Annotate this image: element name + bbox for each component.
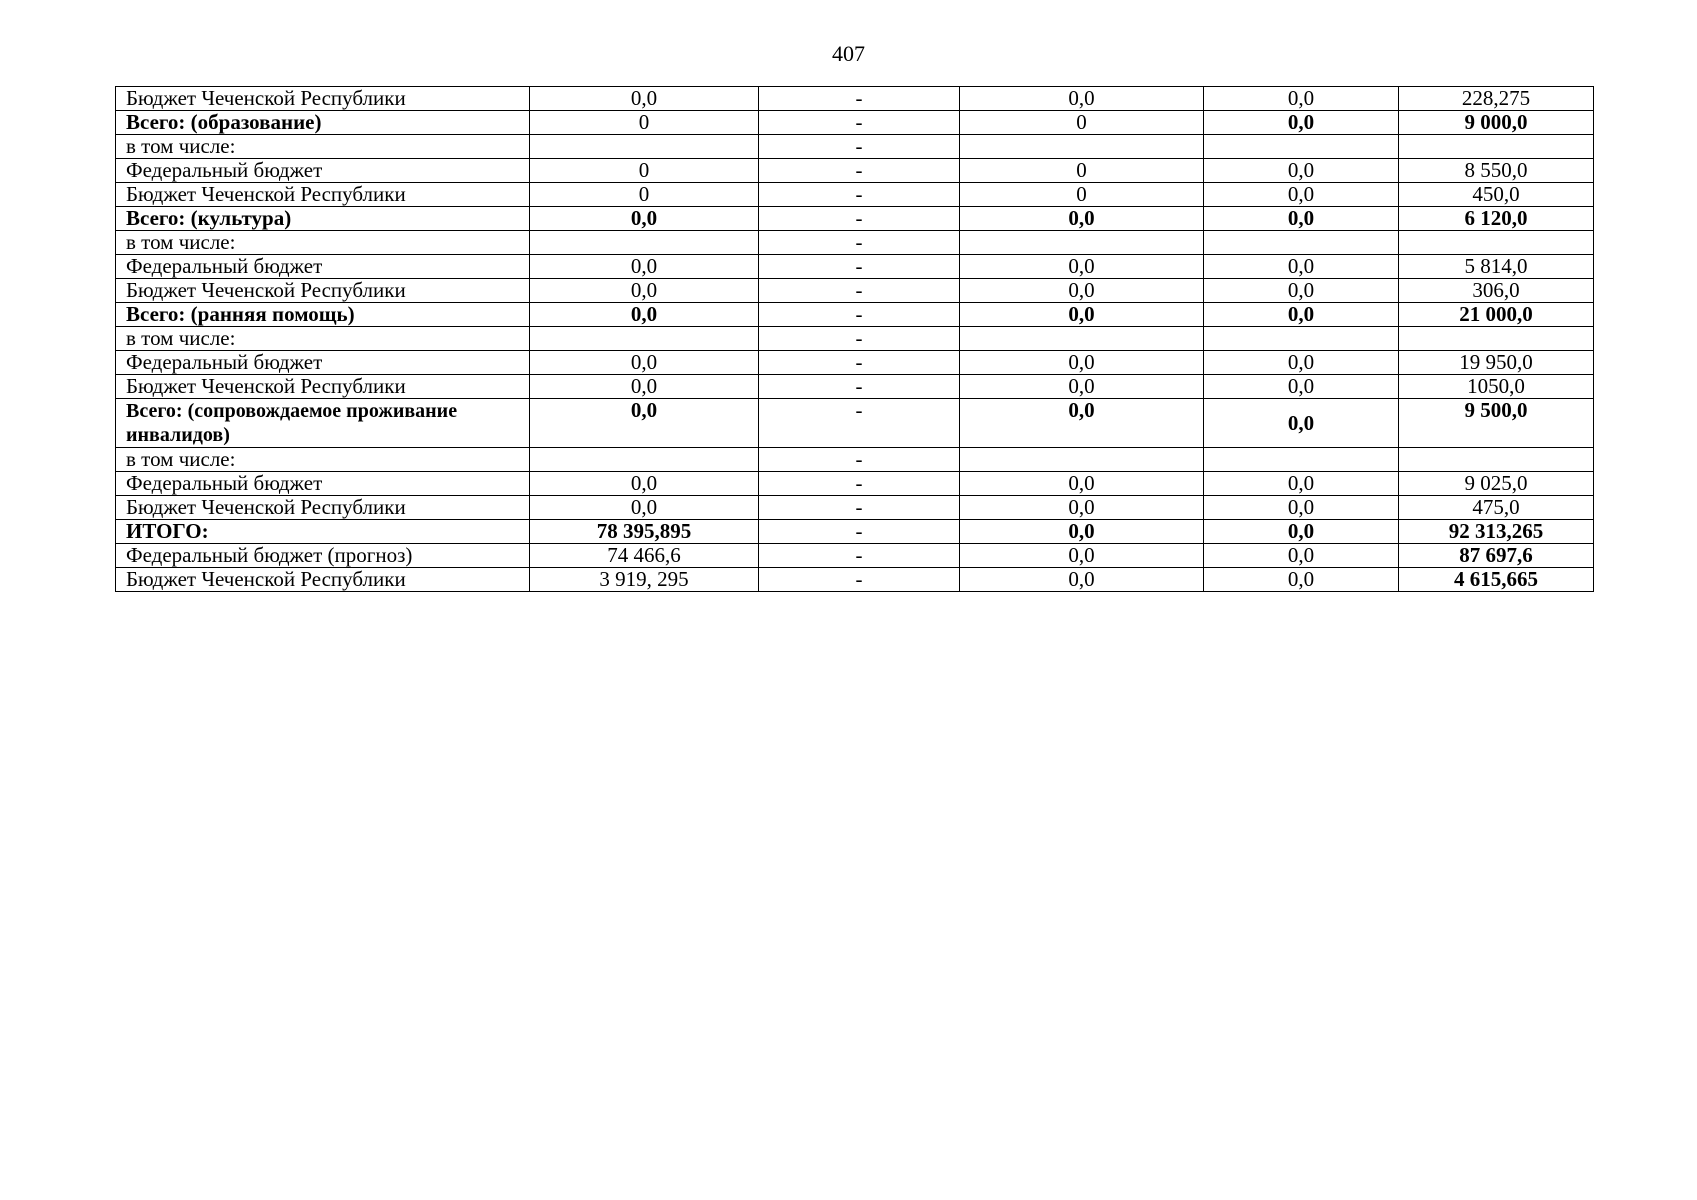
cell-value: [1399, 231, 1594, 255]
cell-value: 0,0: [1204, 351, 1399, 375]
cell-value: [960, 327, 1204, 351]
cell-value: [530, 231, 759, 255]
table-row: [116, 159, 1594, 183]
row-label: Федеральный бюджет: [116, 351, 530, 375]
row-label: Всего: (культура): [116, 207, 530, 231]
cell-value: 0: [960, 183, 1204, 207]
cell-value: [1399, 327, 1594, 351]
cell-value: -: [759, 351, 960, 375]
cell-value: 0,0: [960, 207, 1204, 231]
cell-value: 0,0: [1204, 159, 1399, 183]
cell-value: -: [759, 279, 960, 303]
cell-value: 78 395,895: [530, 520, 759, 544]
cell-value: -: [759, 207, 960, 231]
cell-value: -: [759, 399, 960, 448]
table-row: [116, 351, 1594, 375]
row-label: Всего: (ранняя помощь): [116, 303, 530, 327]
cell-value: 74 466,6: [530, 544, 759, 568]
row-label-prefix: Всего:: [126, 400, 183, 422]
cell-value: [530, 135, 759, 159]
cell-value: 0,0: [1204, 568, 1399, 592]
table-row: [116, 375, 1594, 399]
row-label: в том числе:: [116, 448, 530, 472]
cell-value: 0: [960, 159, 1204, 183]
cell-value: 6 120,0: [1399, 207, 1594, 231]
cell-value: 0,0: [530, 399, 759, 448]
cell-value: 0,0: [530, 351, 759, 375]
cell-value: -: [759, 183, 960, 207]
row-label: Всего: (образование): [116, 111, 530, 135]
cell-value: -: [759, 111, 960, 135]
cell-value: [1204, 327, 1399, 351]
table-row: [116, 231, 1594, 255]
table-row-grand-total: [116, 520, 1594, 544]
cell-value: 0,0: [960, 520, 1204, 544]
cell-value: 0,0: [1204, 207, 1399, 231]
table-row: [116, 255, 1594, 279]
table-row: [116, 87, 1594, 111]
page-number: 407: [832, 41, 865, 66]
row-label: ИТОГО:: [116, 520, 530, 544]
cell-value: -: [759, 231, 960, 255]
row-label: Федеральный бюджет: [116, 472, 530, 496]
cell-value: -: [759, 303, 960, 327]
cell-value: 0,0: [1204, 375, 1399, 399]
table-row: [116, 183, 1594, 207]
cell-value: 0,0: [530, 87, 759, 111]
cell-value: 228,275: [1399, 87, 1594, 111]
cell-value: 9 500,0: [1399, 399, 1594, 448]
cell-value: -: [759, 327, 960, 351]
table-row-total: [116, 303, 1594, 327]
cell-value: 0,0: [530, 207, 759, 231]
cell-value: 8 550,0: [1399, 159, 1594, 183]
row-label: Бюджет Чеченской Республики: [116, 375, 530, 399]
cell-value: 0,0: [960, 303, 1204, 327]
cell-value: 0,0: [960, 399, 1204, 448]
cell-value: [1204, 231, 1399, 255]
row-label: в том числе:: [116, 231, 530, 255]
cell-value: 0,0: [960, 279, 1204, 303]
cell-value: 0,0: [960, 568, 1204, 592]
cell-value: -: [759, 448, 960, 472]
cell-value: -: [759, 375, 960, 399]
cell-value: [530, 448, 759, 472]
cell-value: -: [759, 472, 960, 496]
cell-value: 0,0: [530, 375, 759, 399]
row-label: в том числе:: [116, 327, 530, 351]
cell-value: 0,0: [1204, 544, 1399, 568]
table-row: [116, 279, 1594, 303]
cell-value: -: [759, 135, 960, 159]
cell-value: 0: [530, 159, 759, 183]
table-row-total: [116, 399, 1594, 448]
cell-value: 0,0: [1204, 255, 1399, 279]
cell-value: 0,0: [1204, 279, 1399, 303]
cell-value: -: [759, 159, 960, 183]
cell-value: 87 697,6: [1399, 544, 1594, 568]
cell-value: 450,0: [1399, 183, 1594, 207]
cell-value: 21 000,0: [1399, 303, 1594, 327]
table-row: [116, 472, 1594, 496]
cell-value: -: [759, 255, 960, 279]
row-label: Федеральный бюджет: [116, 255, 530, 279]
row-label: Бюджет Чеченской Республики: [116, 87, 530, 111]
row-label-text: (сопровождаемое проживание инвалидов): [126, 400, 458, 446]
cell-value: 0,0: [960, 255, 1204, 279]
cell-value: 0: [960, 111, 1204, 135]
row-label: Федеральный бюджет (прогноз): [116, 544, 530, 568]
row-label: [116, 399, 530, 448]
cell-value: 9 000,0: [1399, 111, 1594, 135]
cell-value: 0,0: [960, 472, 1204, 496]
cell-value: -: [759, 568, 960, 592]
cell-value: 0,0: [1204, 87, 1399, 111]
row-label: Бюджет Чеченской Республики: [116, 183, 530, 207]
table-row-total: [116, 207, 1594, 231]
row-label: Федеральный бюджет: [116, 159, 530, 183]
table-row: [116, 135, 1594, 159]
row-label: Бюджет Чеченской Республики: [116, 496, 530, 520]
cell-value: 0,0: [960, 375, 1204, 399]
cell-value: [530, 327, 759, 351]
cell-value: -: [759, 520, 960, 544]
cell-value: 0,0: [530, 279, 759, 303]
cell-value: -: [759, 87, 960, 111]
cell-value: 0,0: [1204, 520, 1399, 544]
cell-value: [1399, 135, 1594, 159]
table-row: [116, 496, 1594, 520]
cell-value: 0,0: [530, 496, 759, 520]
budget-table: [115, 86, 1594, 592]
row-label: в том числе:: [116, 135, 530, 159]
cell-value: 475,0: [1399, 496, 1594, 520]
table-row: [116, 448, 1594, 472]
cell-value: 0,0: [1204, 111, 1399, 135]
cell-value: 4 615,665: [1399, 568, 1594, 592]
table-row: [116, 568, 1594, 592]
cell-value: [960, 231, 1204, 255]
cell-value: 0: [530, 183, 759, 207]
cell-value: [1204, 135, 1399, 159]
table-row: [116, 544, 1594, 568]
cell-value: 0,0: [1204, 472, 1399, 496]
cell-value: 19 950,0: [1399, 351, 1594, 375]
cell-value: 1050,0: [1399, 375, 1594, 399]
row-label: Бюджет Чеченской Республики: [116, 279, 530, 303]
cell-value: 0,0: [960, 87, 1204, 111]
cell-value: 0: [530, 111, 759, 135]
cell-value: 0,0: [1204, 183, 1399, 207]
row-label: Бюджет Чеченской Республики: [116, 568, 530, 592]
cell-value: -: [759, 544, 960, 568]
cell-value: [1399, 448, 1594, 472]
cell-value: 0,0: [960, 544, 1204, 568]
cell-value: -: [759, 496, 960, 520]
cell-value: 0,0: [960, 496, 1204, 520]
cell-value: 3 919, 295: [530, 568, 759, 592]
cell-value: 92 313,265: [1399, 520, 1594, 544]
table-row-total: [116, 111, 1594, 135]
cell-value: 306,0: [1399, 279, 1594, 303]
cell-value: [1204, 448, 1399, 472]
cell-value: 0,0: [960, 351, 1204, 375]
cell-value: 5 814,0: [1399, 255, 1594, 279]
cell-value: 9 025,0: [1399, 472, 1594, 496]
cell-value: [960, 135, 1204, 159]
cell-value: [960, 448, 1204, 472]
table-row: [116, 327, 1594, 351]
cell-value: 0,0: [530, 303, 759, 327]
cell-value: 0,0: [530, 472, 759, 496]
cell-value: 0,0: [1204, 496, 1399, 520]
cell-value: 0,0: [1204, 303, 1399, 327]
cell-value: 0,0: [1204, 399, 1399, 448]
cell-value: 0,0: [530, 255, 759, 279]
